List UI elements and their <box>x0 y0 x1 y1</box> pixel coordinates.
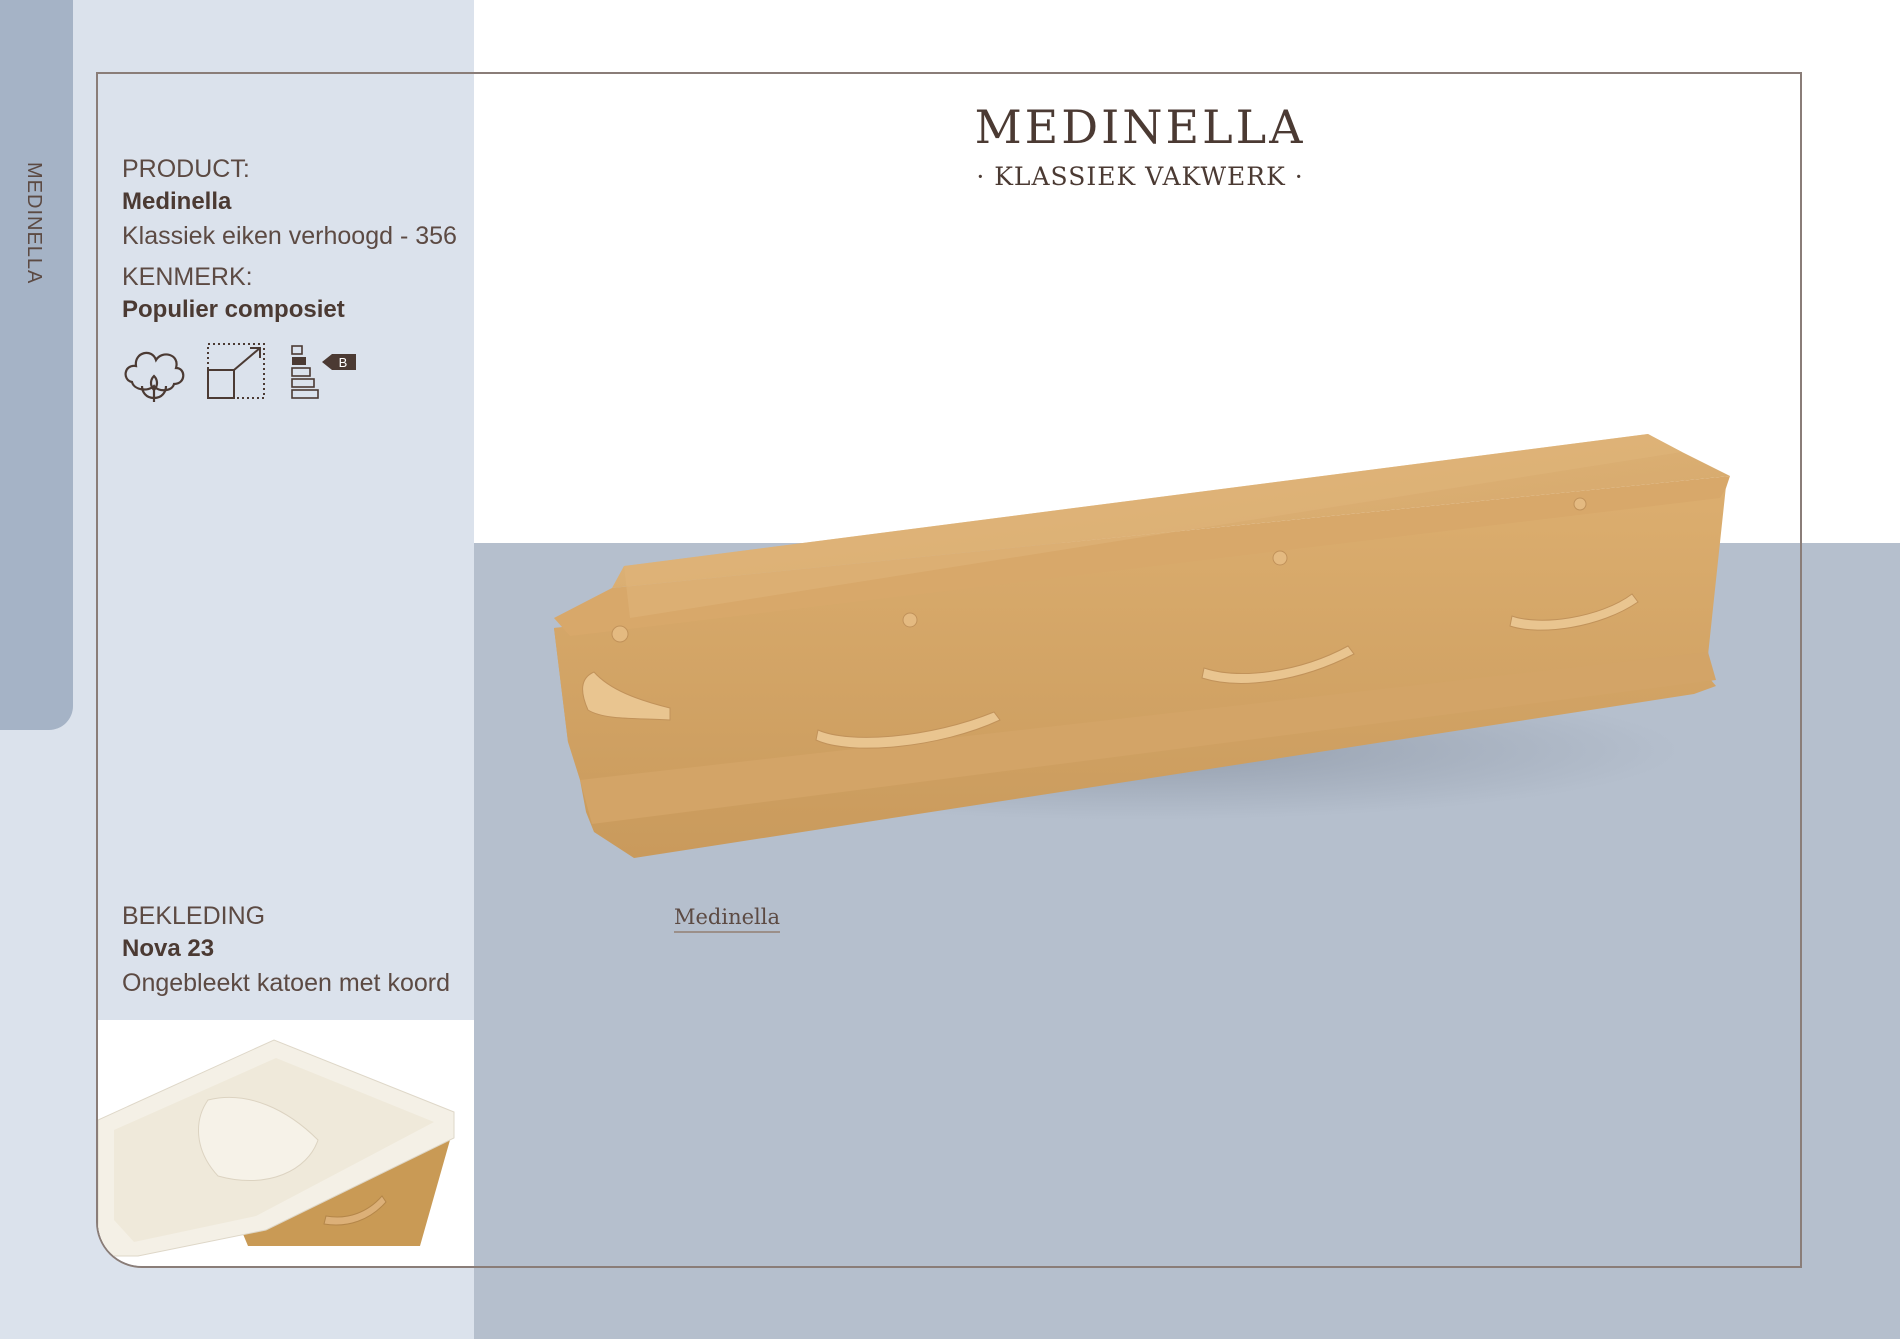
coffin-image <box>540 420 1740 880</box>
cotton-flower-icon <box>126 353 184 402</box>
lid-knob <box>1273 551 1287 565</box>
feature-icons <box>122 340 372 410</box>
image-caption: Medinella <box>674 905 780 933</box>
feature-section <box>122 263 345 324</box>
resize-dimension-icon <box>208 344 264 398</box>
page-title: MEDINELLA <box>974 100 1306 154</box>
lining-description: Ongebleekt katoen met koord <box>122 969 450 997</box>
lining-photo <box>98 1020 474 1266</box>
lid-knob <box>1574 498 1586 510</box>
lining-label: BEKLEDING <box>122 902 266 930</box>
energy-label-icon <box>292 346 356 398</box>
feature-label: KENMERK: <box>122 263 253 291</box>
lid-knob <box>612 626 628 642</box>
product-name: Medinella <box>122 188 232 215</box>
energy-label-letter: B <box>338 355 348 370</box>
lining-section <box>122 902 450 998</box>
side-tab-label: MEDINELLA <box>23 162 45 285</box>
product-section <box>122 155 457 251</box>
product-label: PRODUCT: <box>122 155 250 183</box>
page-subtitle: · KLASSIEK VAKWERK · <box>976 162 1304 191</box>
lid-knob <box>903 613 917 627</box>
product-description: Klassiek eiken verhoogd - 356 <box>122 222 457 250</box>
feature-value: Populier composiet <box>122 296 345 323</box>
lining-name: Nova 23 <box>122 935 215 962</box>
